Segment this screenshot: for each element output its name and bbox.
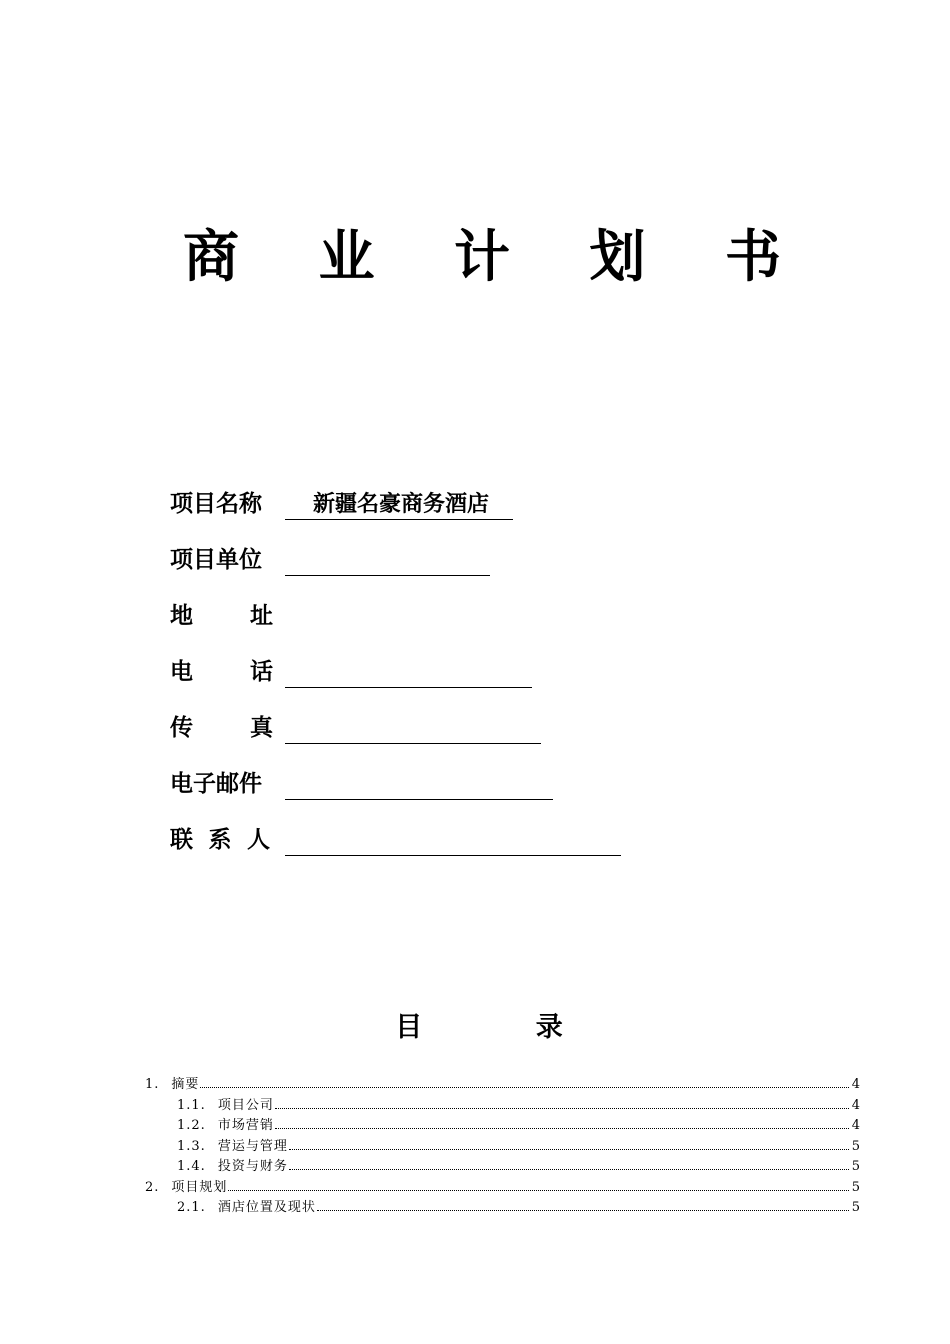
toc-number: 1.1.	[177, 1097, 206, 1113]
toc-number: 2.	[145, 1179, 160, 1195]
toc-entry[interactable]	[145, 1094, 860, 1115]
toc-leader-dots	[275, 1107, 849, 1109]
toc-number: 1.3.	[177, 1138, 206, 1154]
toc-page: 5	[851, 1138, 860, 1154]
label-char: 址	[250, 602, 273, 629]
label-char: 人	[247, 826, 270, 853]
field-label: 电子邮件	[170, 770, 262, 797]
label-char: 话	[250, 658, 273, 685]
toc-entry[interactable]	[145, 1155, 860, 1176]
toc-number: 2.1.	[177, 1200, 206, 1215]
toc-number: 1.	[145, 1077, 160, 1092]
field-contact	[170, 816, 621, 856]
field-label	[170, 824, 273, 856]
toc-leader-dots	[200, 1086, 849, 1088]
toc-leader-dots	[289, 1148, 849, 1150]
field-label	[170, 600, 273, 632]
project-name-value: 新疆名豪商务酒店	[285, 489, 513, 520]
toc-page: 5	[851, 1179, 860, 1195]
toc-text: 项目公司	[217, 1097, 274, 1113]
toc-entry[interactable]	[145, 1114, 860, 1135]
toc-entry[interactable]	[145, 1176, 860, 1197]
toc-page: 5	[851, 1159, 860, 1174]
toc-text: 酒店位置及现状	[217, 1200, 316, 1215]
toc-text: 项目规划	[171, 1179, 228, 1195]
toc-page: 5	[851, 1200, 860, 1215]
label-char: 电	[170, 658, 193, 685]
toc-title: 目 录	[395, 1012, 615, 1043]
field-label	[170, 656, 273, 688]
toc-page: 4	[851, 1077, 860, 1092]
field-project-unit	[170, 536, 490, 576]
label-char: 传	[170, 714, 193, 741]
project-unit-line	[285, 545, 490, 576]
toc-page: 4	[851, 1097, 860, 1113]
label-char: 真	[250, 714, 273, 741]
fax-line	[285, 713, 541, 744]
toc-entry[interactable]	[145, 1196, 860, 1217]
toc-entry[interactable]	[145, 1073, 860, 1094]
field-label: 项目名称	[170, 490, 262, 517]
email-line	[285, 769, 553, 800]
toc-leader-dots	[228, 1189, 849, 1191]
field-fax	[170, 704, 541, 744]
toc-text: 投资与财务	[217, 1159, 288, 1174]
phone-line	[285, 657, 532, 688]
field-label	[170, 712, 273, 744]
toc-text: 营运与管理	[217, 1138, 288, 1154]
toc-leader-dots	[289, 1168, 849, 1170]
field-label: 项目单位	[170, 546, 262, 573]
toc-text: 摘要	[171, 1077, 200, 1092]
table-of-contents	[145, 1073, 860, 1217]
toc-text: 市场营销	[217, 1118, 274, 1133]
toc-leader-dots	[317, 1209, 849, 1211]
label-char: 地	[170, 602, 193, 629]
toc-entry[interactable]	[145, 1135, 860, 1156]
contact-line	[285, 825, 621, 856]
toc-number: 1.4.	[177, 1159, 206, 1174]
field-phone	[170, 648, 532, 688]
toc-leader-dots	[275, 1127, 849, 1129]
label-char: 系	[208, 826, 232, 853]
field-email	[170, 760, 553, 800]
document-title: 商 业 计 划 书	[183, 224, 811, 290]
field-address	[170, 592, 273, 632]
field-project-name	[170, 480, 513, 520]
toc-page: 4	[851, 1118, 860, 1133]
label-char: 联	[170, 826, 193, 853]
toc-number: 1.2.	[177, 1118, 206, 1133]
